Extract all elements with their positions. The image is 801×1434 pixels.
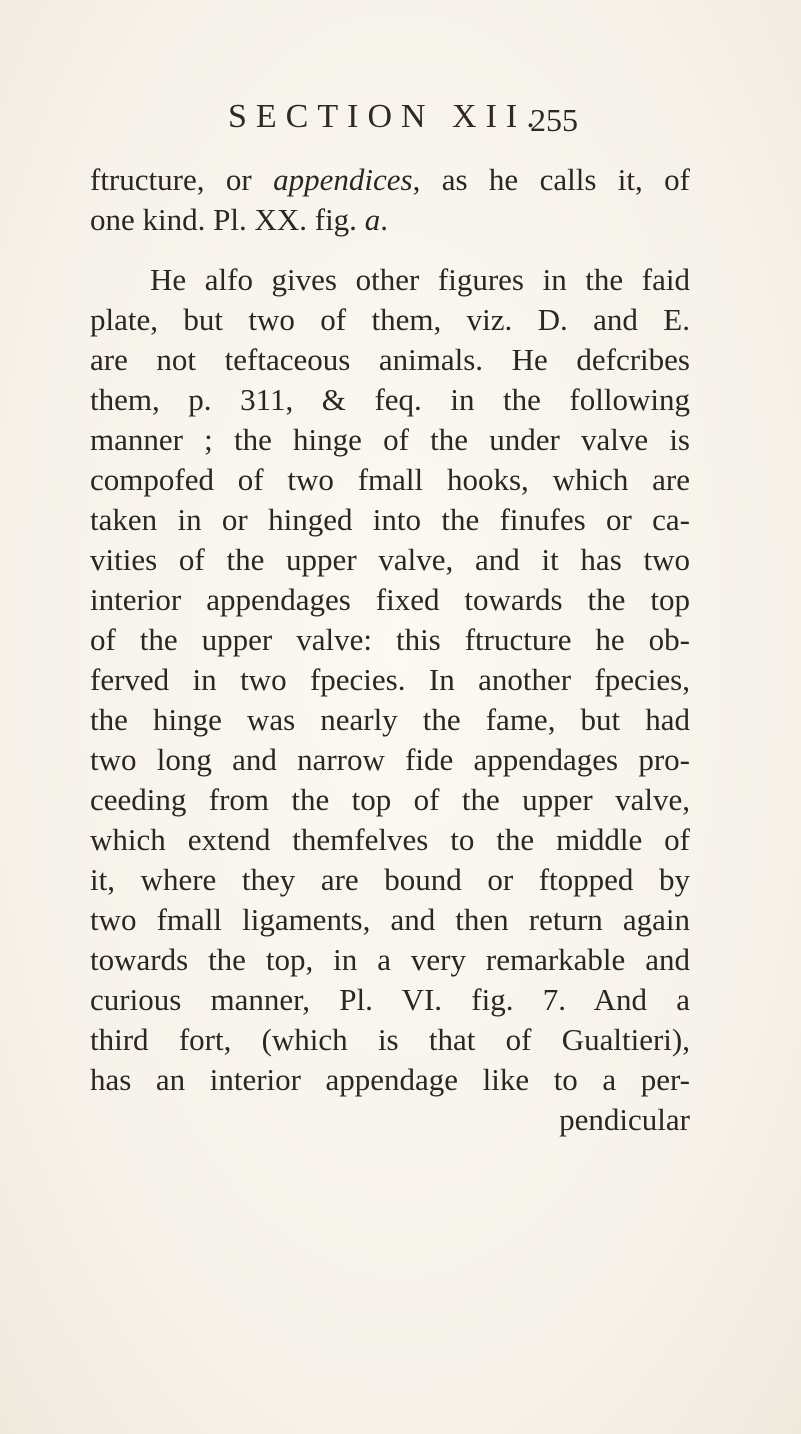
text-line: the hinge was nearly the fame, but had <box>90 702 690 737</box>
text-line: vities of the upper valve, and it has two <box>90 542 690 577</box>
text-line: interior appendages fixed towards the top <box>90 582 690 617</box>
text-line: towards the top, in a very remarkable and <box>90 942 690 977</box>
text-line: of the upper valve: this ftructure he ob- <box>90 622 690 657</box>
text-line: manner ; the hinge of the under valve is <box>90 422 690 457</box>
text-line: ftructure, or appendices, as he calls it, of <box>90 162 690 197</box>
text-line: are not teftaceous animals. He defcribes <box>90 342 690 377</box>
text-line: has an interior appendage like to a per- <box>90 1062 690 1097</box>
text-line: two fmall ligaments, and then return again <box>90 902 690 937</box>
text-line: plate, but two of them, viz. D. and E. <box>90 302 690 337</box>
text-line: one kind. Pl. XX. fig. a. <box>90 202 388 237</box>
text-line: taken in or hinged into the finufes or ca- <box>90 502 690 537</box>
text-line: He alfo gives other figures in the faid <box>150 262 690 297</box>
text-line: compofed of two fmall hooks, which are <box>90 462 690 497</box>
running-head <box>0 98 801 138</box>
catchword: pendicular <box>559 1102 690 1137</box>
text-line: it, where they are bound or ftopped by <box>90 862 690 897</box>
text-line: ferved in two fpecies. In another fpecies, <box>90 662 690 697</box>
text-line: two long and narrow fide appendages pro- <box>90 742 690 777</box>
text-line: ceeding from the top of the upper valve, <box>90 782 690 817</box>
text-line: which extend themfelves to the middle of <box>90 822 690 857</box>
text-line: them, p. 311, & feq. in the following <box>90 382 690 417</box>
text-line: third fort, (which is that of Gualtieri), <box>90 1022 690 1057</box>
page-number: 255 <box>530 102 578 138</box>
section-heading: SECTION XII. <box>228 98 544 135</box>
text-line: curious manner, Pl. VI. fig. 7. And a <box>90 982 690 1017</box>
